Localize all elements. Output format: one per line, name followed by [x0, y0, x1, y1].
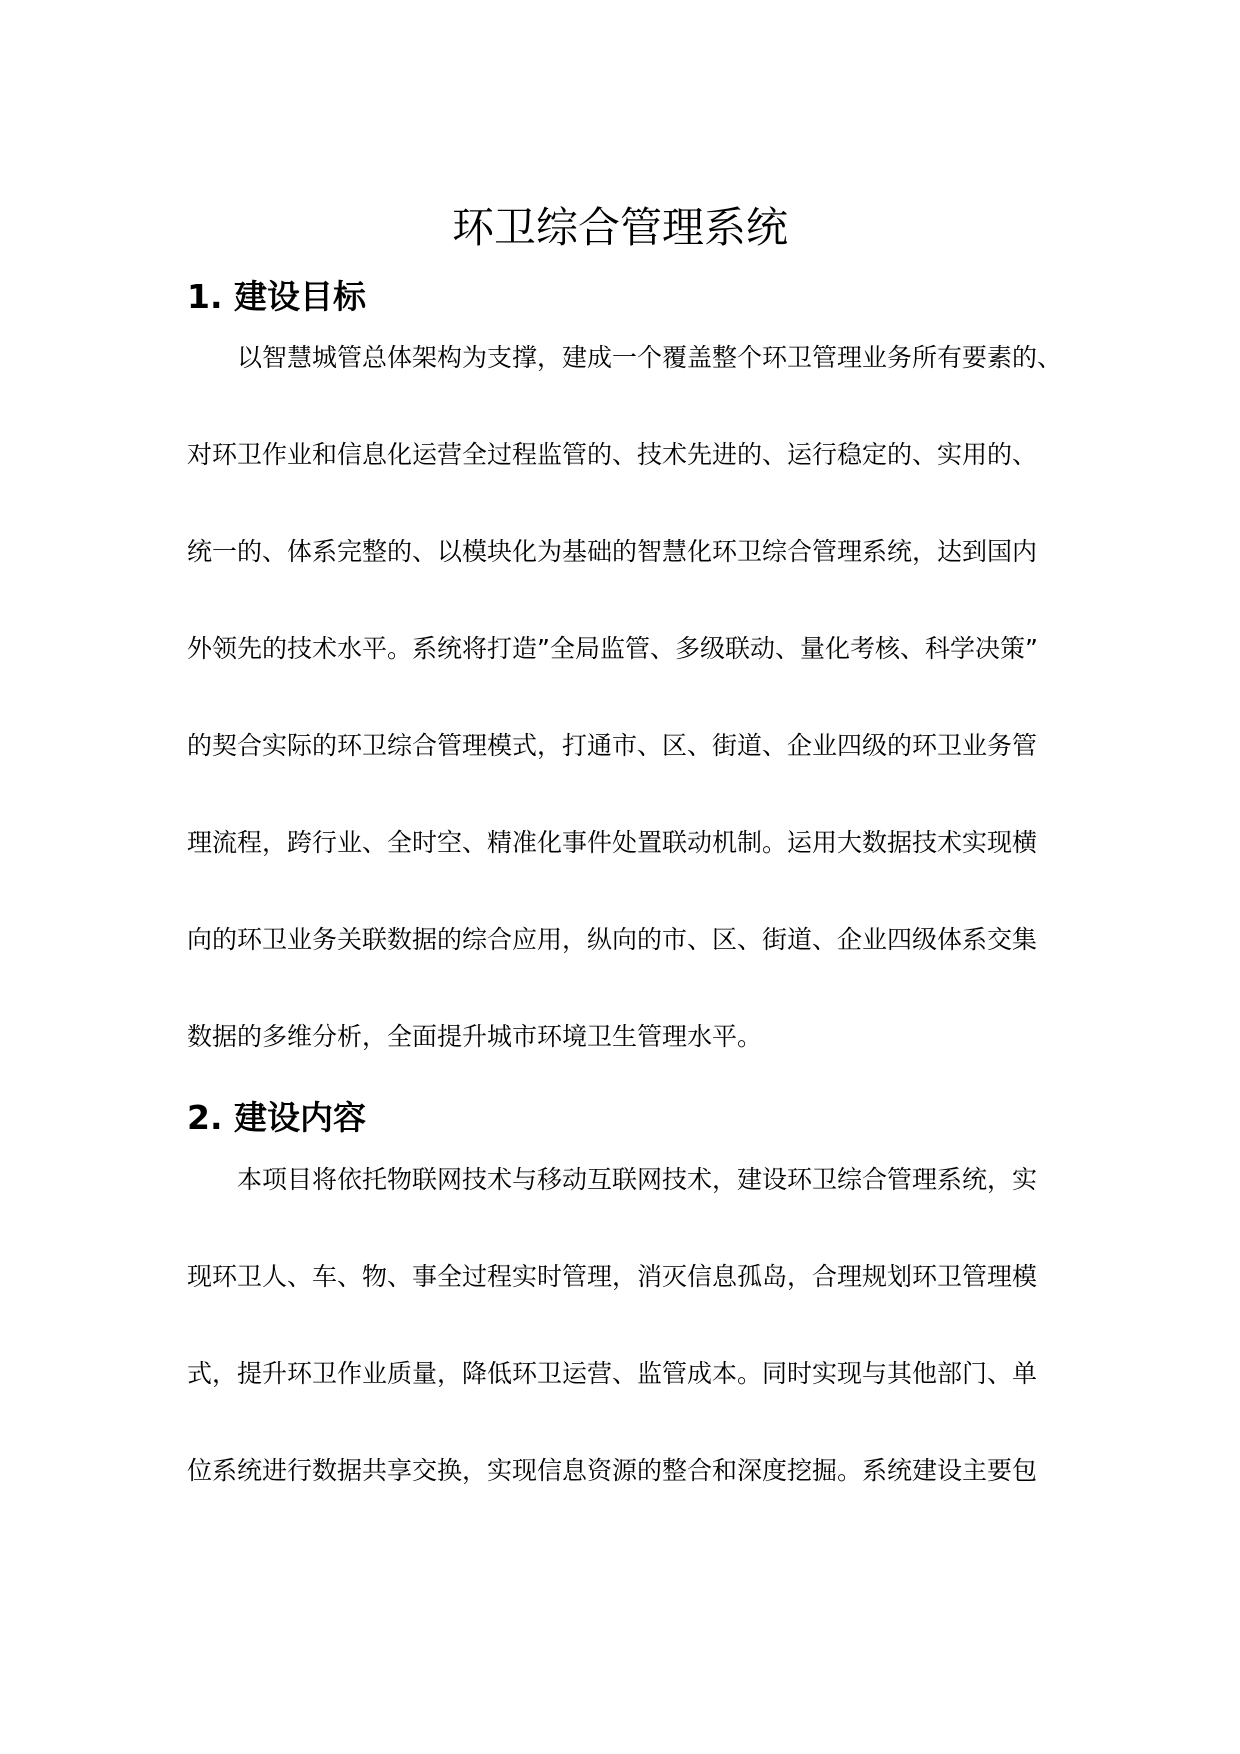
- paragraph-line: 外领先的技术水平。系统将打造”全局监管、多级联动、量化考核、科学决策”: [187, 634, 1038, 663]
- section-heading-content: 2. 建设内容: [187, 1098, 366, 1137]
- paragraph-line: 位系统进行数据共享交换，实现信息资源的整合和深度挖掘。系统建设主要包: [187, 1456, 1038, 1485]
- paragraph-line: 以智慧城管总体架构为支撑，建成一个覆盖整个环卫管理业务所有要素的、: [237, 343, 1063, 372]
- paragraph-line: 现环卫人、车、物、事全过程实时管理，消灭信息孤岛，合理规划环卫管理模: [187, 1262, 1038, 1291]
- paragraph-line: 式，提升环卫作业质量，降低环卫运营、监管成本。同时实现与其他部门、单: [187, 1359, 1038, 1388]
- paragraph-line: 理流程，跨行业、全时空、精准化事件处置联动机制。运用大数据技术实现横: [187, 828, 1038, 857]
- paragraph-line: 向的环卫业务关联数据的综合应用，纵向的市、区、街道、企业四级体系交集: [187, 925, 1038, 954]
- paragraph-line: 对环卫作业和信息化运营全过程监管的、技术先进的、运行稳定的、实用的、: [187, 440, 1038, 469]
- paragraph-line: 的契合实际的环卫综合管理模式，打通市、区、街道、企业四级的环卫业务管: [187, 731, 1038, 760]
- paragraph-line: 数据的多维分析，全面提升城市环境卫生管理水平。: [187, 1022, 763, 1051]
- paragraph-line: 本项目将依托物联网技术与移动互联网技术，建设环卫综合管理系统，实: [237, 1165, 1038, 1194]
- document-title: 环卫综合管理系统: [451, 203, 788, 252]
- paragraph-line: 统一的、体系完整的、以模块化为基础的智慧化环卫综合管理系统，达到国内: [187, 537, 1038, 566]
- section-heading-goals: 1. 建设目标: [187, 277, 366, 316]
